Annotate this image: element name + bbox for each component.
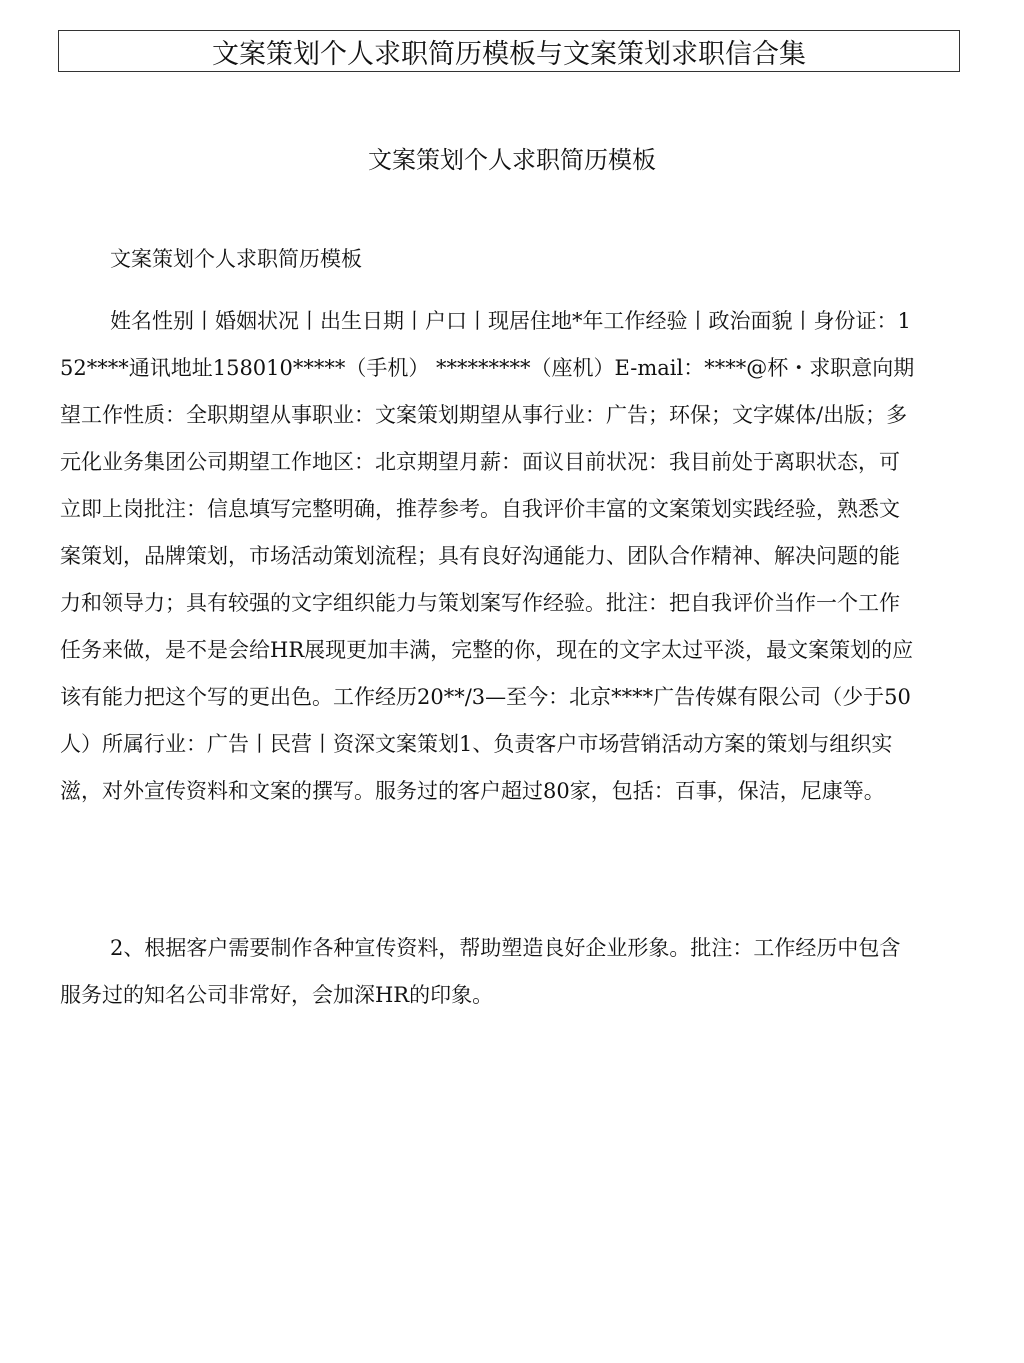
paragraph-text: 姓名性别丨婚姻状况丨出生日期丨户口丨现居住地*年工作经验丨政治面貌丨身份证：152****通讯地址158010*****（手机） *********（座机）E-mail：****@杯・求职意向期望工作性质：全职期望从事职业：文案策划期望从事行业：广告；环保；文字媒体/出版；多元化业务集团公司期望工作地区：北京期望月薪：面议目前状况：我目前处于离职状态，可立即上岗批注：信息填写完整明确，推荐参考。自我评价丰富的文案策划实践经验，熟悉文案策划，品牌策划，市场活动策划流程；具有良好沟通能力、团队合作精神、解决问题的能力和领导力；具有较强的文字组织能力与策划案写作经验。批注：把自我评价当作一个工作任务来做，是不是会给HR展现更加丰满，完整的你，现在的文字太过平淡，最文案策划的应该有能力把这个写的更出色。工作经历20**/3—至今：北京****广告传媒有限公司（少于50人）所属行业：广告丨民营丨资深文案策划1、负责客户市场营销活动方案的策划与组织实滋，对外宣传资料和文案的撰写。服务过的客户超过80家，包括：百事，保洁，尼康等。 bbox=[60, 309, 915, 803]
paragraph-text: 文案策划个人求职简历模板 bbox=[110, 247, 362, 271]
resume-heading: 文案策划个人求职简历模板 bbox=[368, 146, 656, 174]
body-paragraph-2 bbox=[60, 298, 920, 815]
body-paragraph-3 bbox=[60, 925, 920, 1019]
body-paragraph-1 bbox=[60, 236, 920, 283]
document-title: 文案策划个人求职简历模板与文案策划求职信合集 bbox=[58, 30, 960, 72]
paragraph-text: 2、根据客户需要制作各种宣传资料，帮助塑造良好企业形象。批注：工作经历中包含服务过的知名公司非常好，会加深HR的印象。 bbox=[60, 936, 901, 1007]
